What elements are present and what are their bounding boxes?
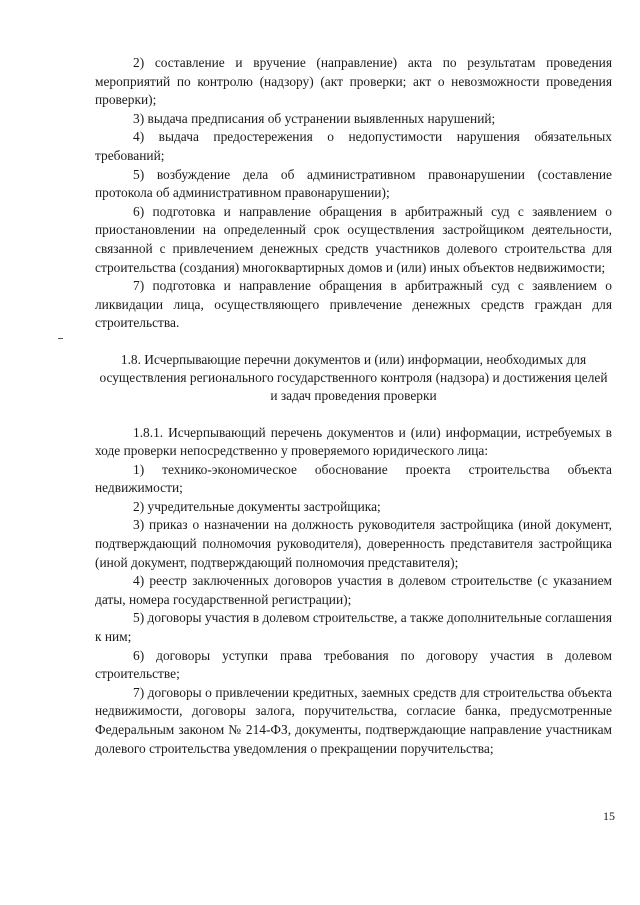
section-heading: 1.8. Исчерпывающие перечни документов и (или) информации, необходимых для осуществления регионального государственного контроля (надзора) и достижения целей и задач проведения проверки [99,351,608,404]
list-item: 3) приказ о назначении на должность руководителя застройщика (иной документ, подтверждающий полномочия руководителя), доверенность представителя застройщика (иной документ, подтверждающий полномочия представителя); [95,517,612,570]
list-item: 6) договоры уступки права требования по договору участия в долевом строительстве; [95,647,612,682]
list-item: 7) договоры о привлечении кредитных, заемных средств для строительства объекта недвижимости, договоры залога, поручительства, согласие банка, предусмотренные Федеральным законом № 214-ФЗ, документы, подтверждающие направление участникам долевого строительства уведомления о прекращении поручительства; [95,684,612,756]
paragraph-item-6: 6) подготовка и направление обращения в арбитражный суд с заявлением о приостановлении на определенный срок осуществления застройщиком деятельности, связанной с привлечением денежных средств участников долевого строительства для строительства (создания) многоквартирных домов и (или) иных объектов недвижимости; [95,203,612,275]
margin-mark [58,338,63,339]
paragraph-item-5: 5) возбуждение дела об административном правонарушении (составление протокола об административном правонарушении); [95,166,612,201]
page-number: 15 [603,809,615,823]
paragraph-item-3: 3) выдача предписания об устранении выявленных нарушений; [133,110,496,126]
paragraph-item-2: 2) составление и вручение (направление) акта по результатам проведения мероприятий по контролю (надзору) (акт проверки; акт о невозможности проведения проверки); [95,55,612,108]
list-item: 1) технико-экономическое обоснование проекта строительства объекта недвижимости; [95,461,612,496]
paragraph-item-4: 4) выдача предостережения о недопустимости нарушения обязательных требований; [95,129,612,163]
list-item: 4) реестр заключенных договоров участия в долевом строительстве (с указанием даты, номера государственной регистрации); [95,573,612,607]
paragraph-item-7: 7) подготовка и направление обращения в арбитражный суд с заявлением о ликвидации лица, осуществляющего привлечение денежных средств граждан для строительства. [95,278,612,331]
list-item: 2) учредительные документы застройщика; [133,498,381,514]
subsection-intro: 1.8.1. Исчерпывающий перечень документов и (или) информации, истребуемых в ходе проверки непосредственно у проверяемого юридического лица: [95,424,612,459]
list-item: 5) договоры участия в долевом строительстве, а также дополнительные соглашения к ним; [95,610,612,645]
